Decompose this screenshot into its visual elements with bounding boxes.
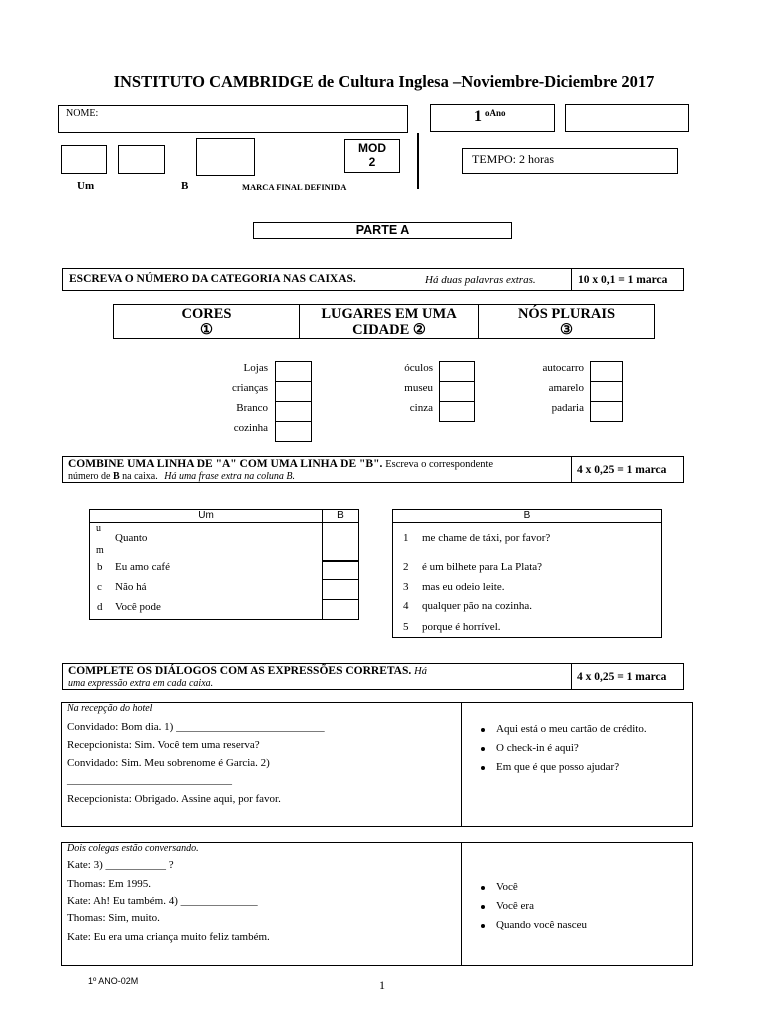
category-cores: CORES ① — [181, 306, 232, 338]
name-field[interactable] — [58, 105, 408, 133]
answer-box[interactable] — [275, 381, 312, 402]
category-lugares: LUGARES EM UMA CIDADE ② — [321, 306, 457, 338]
document-title: INSTITUTO CAMBRIDGE de Cultura Inglesa –Noviembre-Diciembre 2017 — [113, 72, 655, 91]
answer-box[interactable] — [275, 421, 312, 442]
time-label: TEMPO: 2 horas — [472, 152, 554, 166]
name-label: NOME: — [66, 108, 99, 119]
dialog-line: Kate: Eu era uma criança muito feliz também. — [67, 931, 270, 943]
time-box — [462, 148, 678, 174]
answer-box[interactable] — [439, 381, 475, 402]
word-item: Lojas — [243, 362, 268, 374]
mark-a-box[interactable] — [61, 145, 107, 174]
header-divider — [417, 133, 419, 189]
dialog-box-1 — [61, 702, 693, 827]
section2-instruction-text: COMBINE UMA LINHA DE "A" COM UMA LINHA DE "B". — [68, 458, 383, 470]
dialog-line: Kate: 3) ___________ ? — [67, 859, 174, 871]
section1-marks: 10 x 0,1 = 1 marca — [578, 274, 668, 286]
row-number: 2 — [403, 561, 409, 573]
row-letter: u m — [96, 523, 104, 556]
year-box — [430, 104, 555, 132]
word-item: padaria — [551, 402, 584, 414]
final-mark-box[interactable] — [196, 138, 255, 176]
dialog-line: Convidado: Sim. Meu sobrenome é Garcia. 2) — [67, 757, 270, 769]
word-item: Branco — [236, 402, 268, 414]
match-table-a — [89, 509, 359, 620]
dialog-line: Thomas: Em 1995. — [67, 878, 152, 890]
word-item: crianças — [231, 382, 268, 394]
bullet-icon — [481, 905, 485, 909]
section3-instruction-text: COMPLETE OS DIÁLOGOS COM AS EXPRESSÕES CORRETAS. — [68, 665, 412, 677]
section1-instruction — [62, 268, 684, 291]
row-letter: c — [97, 581, 102, 593]
row-number: 5 — [403, 621, 409, 633]
section2-marks: 4 x 0,25 = 1 marca — [577, 464, 667, 476]
section2-instruction: COMBINE UMA LINHA DE "A" COM UMA LINHA DE "B". Escreva o correspondente número de B na caixa. Há uma frase extra na coluna B. 4 x 0,25 = 1 marca — [62, 456, 684, 483]
row-text: é um bilhete para La Plata? — [422, 561, 543, 573]
dialog-line: ______________________________ — [67, 774, 232, 786]
section3-instruction: COMPLETE OS DIÁLOGOS COM AS EXPRESSÕES CORRETAS. Há uma expressão extra em cada caixa. 4 x 0,25 = 1 marca — [62, 663, 684, 690]
bullet-icon — [481, 886, 485, 890]
mark-label-a: Um — [77, 180, 95, 192]
answer-box[interactable] — [439, 401, 475, 422]
categories-table — [113, 304, 655, 339]
row-number: 3 — [403, 581, 409, 593]
word-item: autocarro — [542, 362, 584, 374]
footer-code: 1º ANO-02M — [88, 976, 139, 986]
row-text: porque é horrível. — [422, 621, 501, 633]
mark-label-final: MARCA FINAL DEFINIDA — [242, 182, 347, 192]
option-text: O check-in é aqui? — [496, 742, 579, 754]
row-number: 4 — [403, 600, 409, 612]
section1-instruction-text: ESCREVA O NÚMERO DA CATEGORIA NAS CAIXAS. — [69, 273, 356, 285]
year-label: oAno — [485, 108, 506, 118]
table-b-header: B — [523, 510, 531, 521]
category-plurais: NÓS PLURAIS ③ — [517, 306, 616, 338]
dialog-heading: Dois colegas estão conversando. — [67, 843, 199, 854]
option-text: Aqui está o meu cartão de crédito. — [496, 723, 647, 735]
mod-box — [344, 139, 400, 173]
bullet-icon — [481, 747, 485, 751]
option-text: Você — [496, 881, 518, 893]
mark-label-b: B — [181, 180, 189, 192]
row-text: qualquer pão na cozinha. — [422, 600, 532, 612]
answer-box[interactable] — [590, 361, 623, 382]
row-letter: b — [97, 561, 103, 573]
section3-marks: 4 x 0,25 = 1 marca — [577, 671, 667, 683]
answer-box[interactable] — [323, 523, 358, 619]
grade-field[interactable] — [565, 104, 689, 132]
dialog-heading: Na recepção do hotel — [67, 703, 153, 714]
section1-instruction-extra: Há duas palavras extras. — [425, 274, 536, 286]
match-table-b — [392, 509, 662, 638]
dialog-line: Thomas: Sim, muito. — [67, 912, 160, 924]
option-text: Você era — [496, 900, 534, 912]
dialog-line: Convidado: Bom dia. 1) ___________________________ — [67, 721, 325, 733]
mark-b-box[interactable] — [118, 145, 165, 174]
dialog-line: Recepcionista: Sim. Você tem uma reserva? — [67, 739, 260, 751]
answer-box[interactable] — [439, 361, 475, 382]
word-item: museu — [404, 382, 433, 394]
dialog-line: Recepcionista: Obrigado. Assine aqui, por favor. — [67, 793, 281, 805]
row-text: Quanto — [115, 532, 148, 544]
word-item: óculos — [404, 362, 433, 374]
part-title: PARTE A — [253, 222, 512, 239]
table-a-b-header: B — [337, 510, 344, 521]
word-item: cinza — [409, 402, 433, 414]
bullet-icon — [481, 924, 485, 928]
row-text: Você pode — [115, 601, 161, 613]
dialog-box-2 — [61, 842, 693, 966]
page-number: 1 — [379, 978, 385, 992]
table-a-header: Um — [198, 510, 214, 521]
bullet-icon — [481, 728, 485, 732]
option-text: Em que é que posso ajudar? — [496, 761, 620, 773]
dialog-line: Kate: Ah! Eu também. 4) ______________ — [67, 895, 258, 907]
option-text: Quando você nasceu — [496, 919, 588, 931]
year-number: 1 — [474, 108, 482, 125]
bullet-icon — [481, 766, 485, 770]
answer-box[interactable] — [275, 401, 312, 422]
word-item: cozinha — [233, 422, 268, 434]
mod-label: MOD — [358, 141, 386, 155]
row-text: me chame de táxi, por favor? — [422, 532, 551, 544]
row-text: mas eu odeio leite. — [422, 581, 505, 593]
answer-box[interactable] — [590, 401, 623, 422]
word-item: amarelo — [548, 382, 584, 394]
row-letter: d — [97, 601, 103, 613]
row-text: Não há — [115, 581, 147, 593]
answer-box[interactable] — [590, 381, 623, 402]
row-text: Eu amo café — [115, 561, 170, 573]
row-number: 1 — [403, 532, 409, 544]
answer-box[interactable] — [275, 361, 312, 382]
mod-number: 2 — [368, 155, 376, 169]
